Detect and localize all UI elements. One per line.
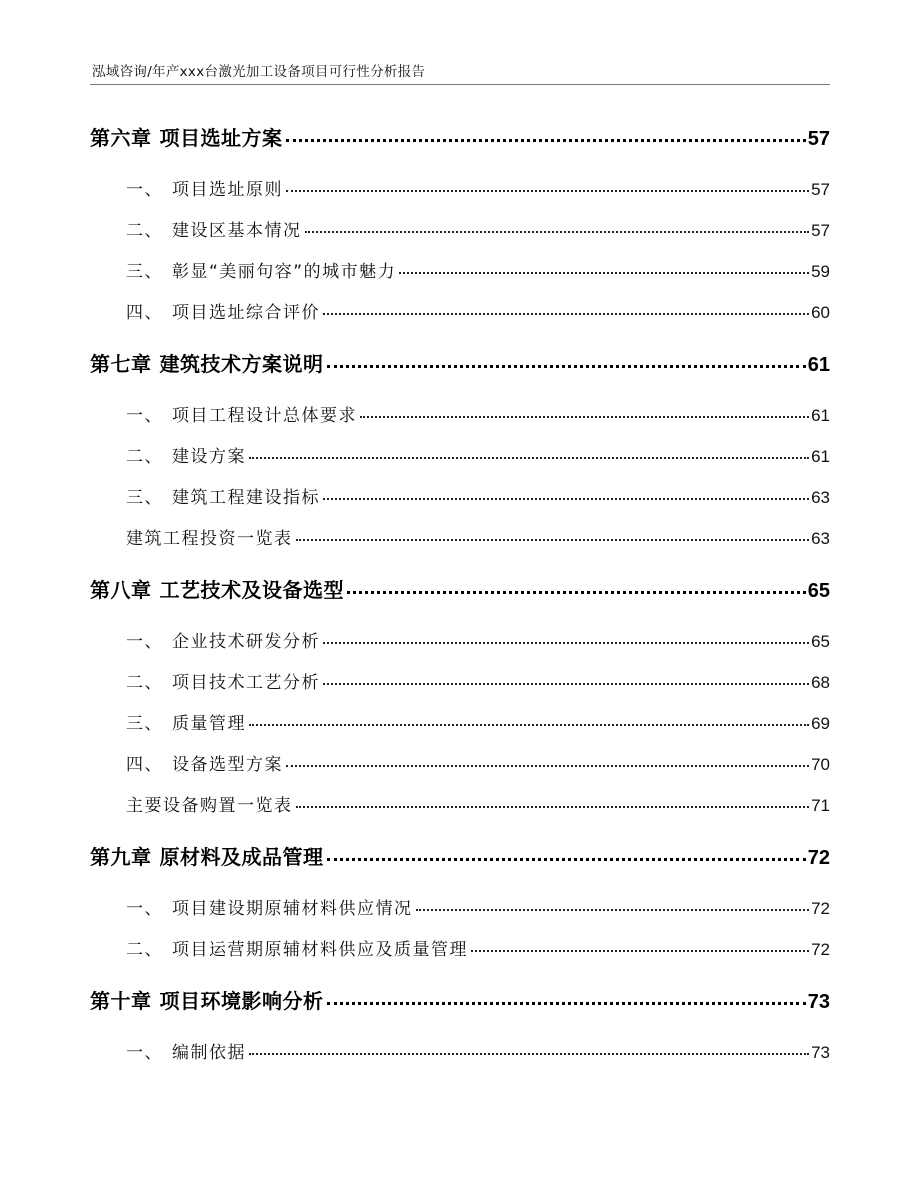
toc-page-number: 73: [807, 991, 830, 1013]
toc-page-number: 72: [807, 847, 830, 869]
toc-leader-dots: [347, 591, 806, 594]
toc-page-number: 73: [811, 1043, 830, 1062]
toc-section-title: 主要设备购置一览表: [126, 796, 293, 816]
toc-leader-dots: [327, 365, 806, 368]
toc-section-number: 二、: [126, 940, 163, 960]
toc-leader-dots: [323, 498, 809, 500]
toc-chapter-title: 工艺技术及设备选型: [159, 578, 344, 602]
toc-page-number: 70: [811, 755, 830, 774]
toc-chapter-9[interactable]: [90, 841, 830, 870]
toc-leader-dots: [286, 139, 806, 142]
toc-page-number: 63: [811, 488, 830, 507]
toc-section-title: 设备选型方案: [172, 755, 283, 775]
toc-leader-dots: [286, 190, 809, 192]
toc-chapter-number: 第九章: [90, 845, 152, 869]
toc-section-number: 二、: [126, 447, 163, 467]
toc-section-number: 二、: [126, 673, 163, 693]
toc-page-number: 57: [811, 180, 830, 199]
toc-leader-dots: [249, 724, 809, 726]
toc-section-number: 三、: [126, 488, 163, 508]
toc-leader-dots: [323, 642, 809, 644]
toc-leader-dots: [296, 539, 810, 541]
toc-page-number: 69: [811, 714, 830, 733]
toc-section[interactable]: [126, 668, 830, 693]
toc-leader-dots: [360, 416, 809, 418]
toc-section[interactable]: [126, 894, 830, 919]
toc-section-number: 二、: [126, 221, 163, 241]
toc-section[interactable]: [126, 216, 830, 241]
toc-section-title: 建设方案: [172, 447, 246, 467]
toc-section-title: 建筑工程投资一览表: [126, 529, 293, 549]
toc-section-number: 四、: [126, 755, 163, 775]
toc-leader-dots: [249, 457, 809, 459]
toc-chapter-10[interactable]: [90, 985, 830, 1014]
toc-section-title: 彰显“美丽句容”的城市魅力: [172, 262, 397, 282]
toc-section-title: 企业技术研发分析: [172, 632, 320, 652]
toc-section-number: 三、: [126, 262, 163, 282]
toc-section[interactable]: [126, 175, 830, 200]
toc-chapter-title: 建筑技术方案说明: [159, 352, 324, 376]
toc-section-table[interactable]: [126, 791, 830, 816]
toc-section[interactable]: [126, 627, 830, 652]
toc-leader-dots: [399, 272, 809, 274]
toc-section-title: 项目建设期原辅材料供应情况: [172, 899, 413, 919]
toc-leader-dots: [327, 858, 806, 861]
toc-page-number: 65: [811, 632, 830, 651]
toc-chapter-number: 第八章: [90, 578, 152, 602]
toc-page-number: 65: [807, 580, 830, 602]
toc-section[interactable]: [126, 483, 830, 508]
toc-page-number: 61: [811, 447, 830, 466]
toc-section[interactable]: [126, 750, 830, 775]
toc-chapter-number: 第七章: [90, 352, 152, 376]
toc-section-number: 一、: [126, 1043, 163, 1063]
toc-section[interactable]: [126, 298, 830, 323]
page-header: 泓域咨询/年产xxx台激光加工设备项目可行性分析报告: [92, 64, 426, 80]
toc-section-number: 一、: [126, 406, 163, 426]
toc-leader-dots: [305, 231, 810, 233]
toc-section-table[interactable]: [126, 524, 830, 549]
toc-page-number: 59: [811, 262, 830, 281]
toc-page-number: 68: [811, 673, 830, 692]
toc-section-title: 建筑工程建设指标: [172, 488, 320, 508]
toc-section-number: 三、: [126, 714, 163, 734]
toc-section-title: 项目工程设计总体要求: [172, 406, 357, 426]
toc-page-number: 72: [811, 899, 830, 918]
toc-page-number: 63: [811, 529, 830, 548]
toc-section-title: 项目技术工艺分析: [172, 673, 320, 693]
toc-chapter-number: 第六章: [90, 126, 152, 150]
toc-leader-dots: [323, 313, 809, 315]
toc-leader-dots: [327, 1002, 806, 1005]
toc-section[interactable]: [126, 1038, 830, 1063]
toc-section-title: 建设区基本情况: [172, 221, 302, 241]
toc-page-number: 61: [807, 354, 830, 376]
toc-section-number: 一、: [126, 899, 163, 919]
toc-section-title: 质量管理: [172, 714, 246, 734]
toc-section[interactable]: [126, 401, 830, 426]
toc-leader-dots: [471, 950, 809, 952]
toc-leader-dots: [249, 1053, 809, 1055]
toc-chapter-title: 项目环境影响分析: [159, 989, 324, 1013]
toc-page-number: 60: [811, 303, 830, 322]
toc-chapter-title: 原材料及成品管理: [159, 845, 324, 869]
toc-page-number: 57: [807, 128, 830, 150]
toc-section[interactable]: [126, 257, 830, 282]
toc-section-number: 一、: [126, 180, 163, 200]
toc-section-number: 四、: [126, 303, 163, 323]
toc-section[interactable]: [126, 709, 830, 734]
toc-section[interactable]: [126, 442, 830, 467]
toc-section-title: 编制依据: [172, 1043, 246, 1063]
toc-leader-dots: [286, 765, 809, 767]
toc-leader-dots: [323, 683, 809, 685]
toc-page-number: 72: [811, 940, 830, 959]
toc-leader-dots: [416, 909, 810, 911]
toc-page-number: 61: [811, 406, 830, 425]
toc-chapter-7[interactable]: [90, 348, 830, 377]
toc-chapter-title: 项目选址方案: [159, 126, 283, 150]
toc-section-title: 项目选址原则: [172, 180, 283, 200]
toc-chapter-number: 第十章: [90, 989, 152, 1013]
toc-page-number: 71: [811, 796, 830, 815]
toc-page-number: 57: [811, 221, 830, 240]
toc-section[interactable]: [126, 935, 830, 960]
toc-section-number: 一、: [126, 632, 163, 652]
toc-leader-dots: [296, 806, 810, 808]
toc-section-title: 项目运营期原辅材料供应及质量管理: [172, 940, 468, 960]
toc-section-title: 项目选址综合评价: [172, 303, 320, 323]
toc-chapter-6[interactable]: [90, 122, 830, 151]
toc-chapter-8[interactable]: [90, 574, 830, 603]
